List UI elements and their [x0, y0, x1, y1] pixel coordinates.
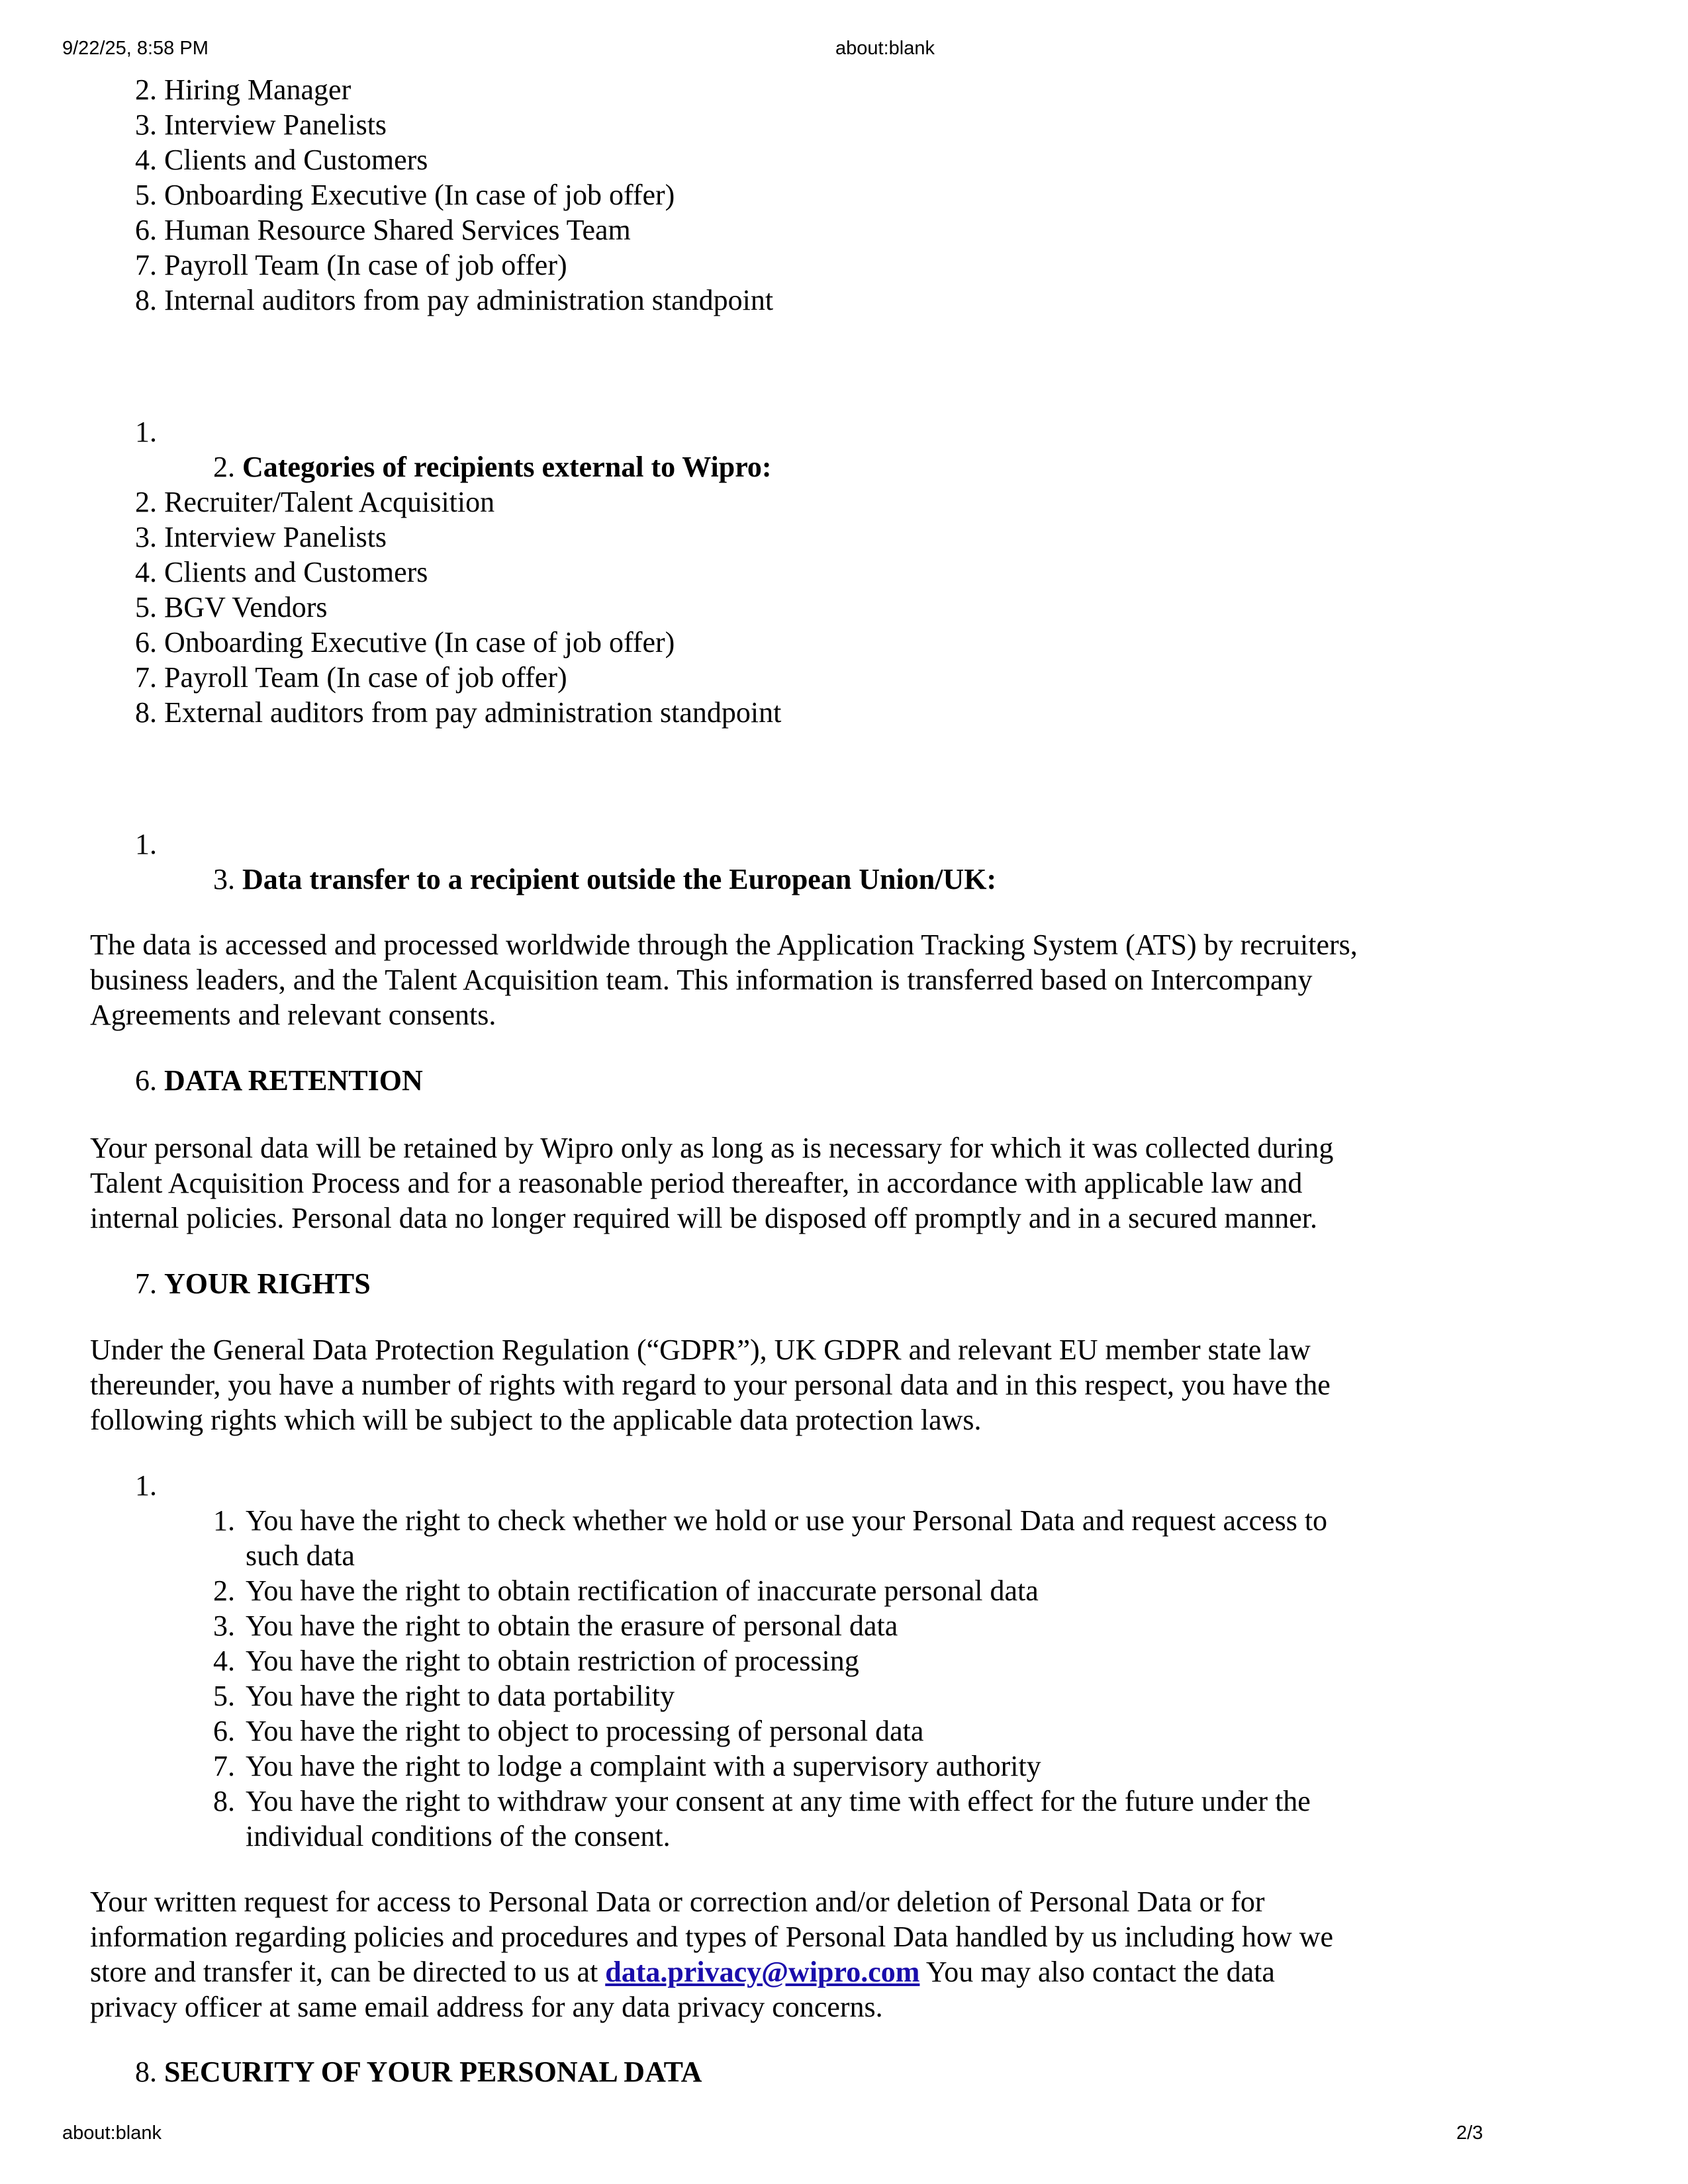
rights-item-number: 2.: [213, 1574, 235, 1607]
list-item: 5. BGV Vendors: [135, 591, 328, 623]
heading-number: 6.: [135, 1064, 157, 1097]
print-header-url: about:blank: [835, 38, 935, 59]
rights-item-text: You have the right to data portability: [246, 1680, 675, 1712]
list-item: 3. Interview Panelists: [135, 521, 387, 553]
section-heading-data-retention: [135, 1063, 423, 1098]
section-heading-data-transfer: [213, 862, 996, 897]
list-item: 5. Onboarding Executive (In case of job offer): [135, 179, 675, 211]
paragraph-line: following rights which will be subject to the applicable data protection laws.: [90, 1404, 982, 1436]
list-item: 4. Clients and Customers: [135, 556, 428, 588]
section-heading-your-rights: [135, 1266, 371, 1301]
paragraph-line: Your written request for access to Personal Data or correction and/or deletion of Personal Data or for: [90, 1886, 1265, 1918]
rights-item-text: You have the right to check whether we hold or use your Personal Data and request access to: [246, 1504, 1328, 1537]
paragraph-line: business leaders, and the Talent Acquisition team. This information is transferred based on Intercompany: [90, 964, 1313, 996]
rights-item-number: 8.: [213, 1785, 235, 1817]
rights-item-number: 5.: [213, 1680, 235, 1712]
list-item: 3. Interview Panelists: [135, 109, 387, 141]
list-item: 2. Hiring Manager: [135, 73, 352, 106]
list-item: 7. Payroll Team (In case of job offer): [135, 249, 567, 281]
print-header-date: 9/22/25, 8:58 PM: [62, 38, 209, 59]
print-footer-url: about:blank: [62, 2122, 162, 2144]
heading-text: Categories of recipients external to Wipro:: [242, 451, 772, 483]
print-footer-page-number: 2/3: [1456, 2122, 1483, 2144]
paragraph-line: information regarding policies and procedures and types of Personal Data handled by us including how we: [90, 1921, 1334, 1953]
heading-text: YOUR RIGHTS: [164, 1267, 371, 1300]
heading-text: DATA RETENTION: [164, 1064, 423, 1097]
paragraph-line: thereunder, you have a number of rights with regard to your personal data and in this respect, you have the: [90, 1369, 1331, 1401]
rights-item-text: such data: [246, 1539, 355, 1572]
heading-number: 8.: [135, 2056, 157, 2088]
outer-list-number: 1.: [135, 416, 157, 448]
paragraph-text: store and transfer it, can be directed to us at: [90, 1956, 606, 1988]
paragraph-line: Talent Acquisition Process and for a reasonable period thereafter, in accordance with applicable law and: [90, 1167, 1303, 1199]
heading-number: 7.: [135, 1267, 157, 1300]
rights-item-text: You have the right to withdraw your consent at any time with effect for the future under the: [246, 1785, 1311, 1817]
paragraph-line: privacy officer at same email address for any data privacy concerns.: [90, 1991, 883, 2023]
privacy-email-link[interactable]: data.privacy@wipro.com: [605, 1956, 920, 1988]
rights-item-number: 4.: [213, 1645, 235, 1677]
rights-item-text: individual conditions of the consent.: [246, 1820, 671, 1852]
paragraph-line: The data is accessed and processed worldwide through the Application Tracking System (ATS) by recruiters,: [90, 929, 1358, 961]
list-item: 4. Clients and Customers: [135, 144, 428, 176]
heading-number: 2.: [213, 451, 235, 483]
paragraph-line: [90, 1954, 1275, 1989]
rights-item-text: You have the right to lodge a complaint with a supervisory authority: [246, 1750, 1041, 1782]
section-heading-external-recipients: [213, 449, 772, 484]
outer-list-number: 1.: [135, 1469, 157, 1502]
list-item: 6. Onboarding Executive (In case of job offer): [135, 626, 675, 659]
paragraph-text: You may also contact the data: [919, 1956, 1275, 1988]
rights-item-number: 7.: [213, 1750, 235, 1782]
section-heading-security: [135, 2054, 702, 2089]
rights-item-text: You have the right to obtain restriction of processing: [246, 1645, 859, 1677]
paragraph-line: Under the General Data Protection Regulation (“GDPR”), UK GDPR and relevant EU member state law: [90, 1334, 1311, 1366]
list-item: 8. External auditors from pay administration standpoint: [135, 696, 782, 729]
heading-number: 3.: [213, 863, 235, 895]
paragraph-line: Your personal data will be retained by Wipro only as long as is necessary for which it was collected during: [90, 1132, 1334, 1164]
outer-list-number: 1.: [135, 828, 157, 860]
list-item: 7. Payroll Team (In case of job offer): [135, 661, 567, 694]
list-item: 6. Human Resource Shared Services Team: [135, 214, 631, 246]
heading-text: Data transfer to a recipient outside the European Union/UK:: [242, 863, 997, 895]
rights-item-text: You have the right to object to processing of personal data: [246, 1715, 924, 1747]
paragraph-line: internal policies. Personal data no longer required will be disposed off promptly and in a secured manner.: [90, 1202, 1318, 1234]
heading-text: SECURITY OF YOUR PERSONAL DATA: [164, 2056, 702, 2088]
list-item: 8. Internal auditors from pay administration standpoint: [135, 284, 774, 316]
rights-item-number: 3.: [213, 1610, 235, 1642]
rights-item-number: 1.: [213, 1504, 235, 1537]
paragraph-line: Agreements and relevant consents.: [90, 999, 496, 1031]
rights-item-text: You have the right to obtain the erasure of personal data: [246, 1610, 898, 1642]
rights-item-number: 6.: [213, 1715, 235, 1747]
list-item: 2. Recruiter/Talent Acquisition: [135, 486, 495, 518]
rights-item-text: You have the right to obtain rectification of inaccurate personal data: [246, 1574, 1039, 1607]
